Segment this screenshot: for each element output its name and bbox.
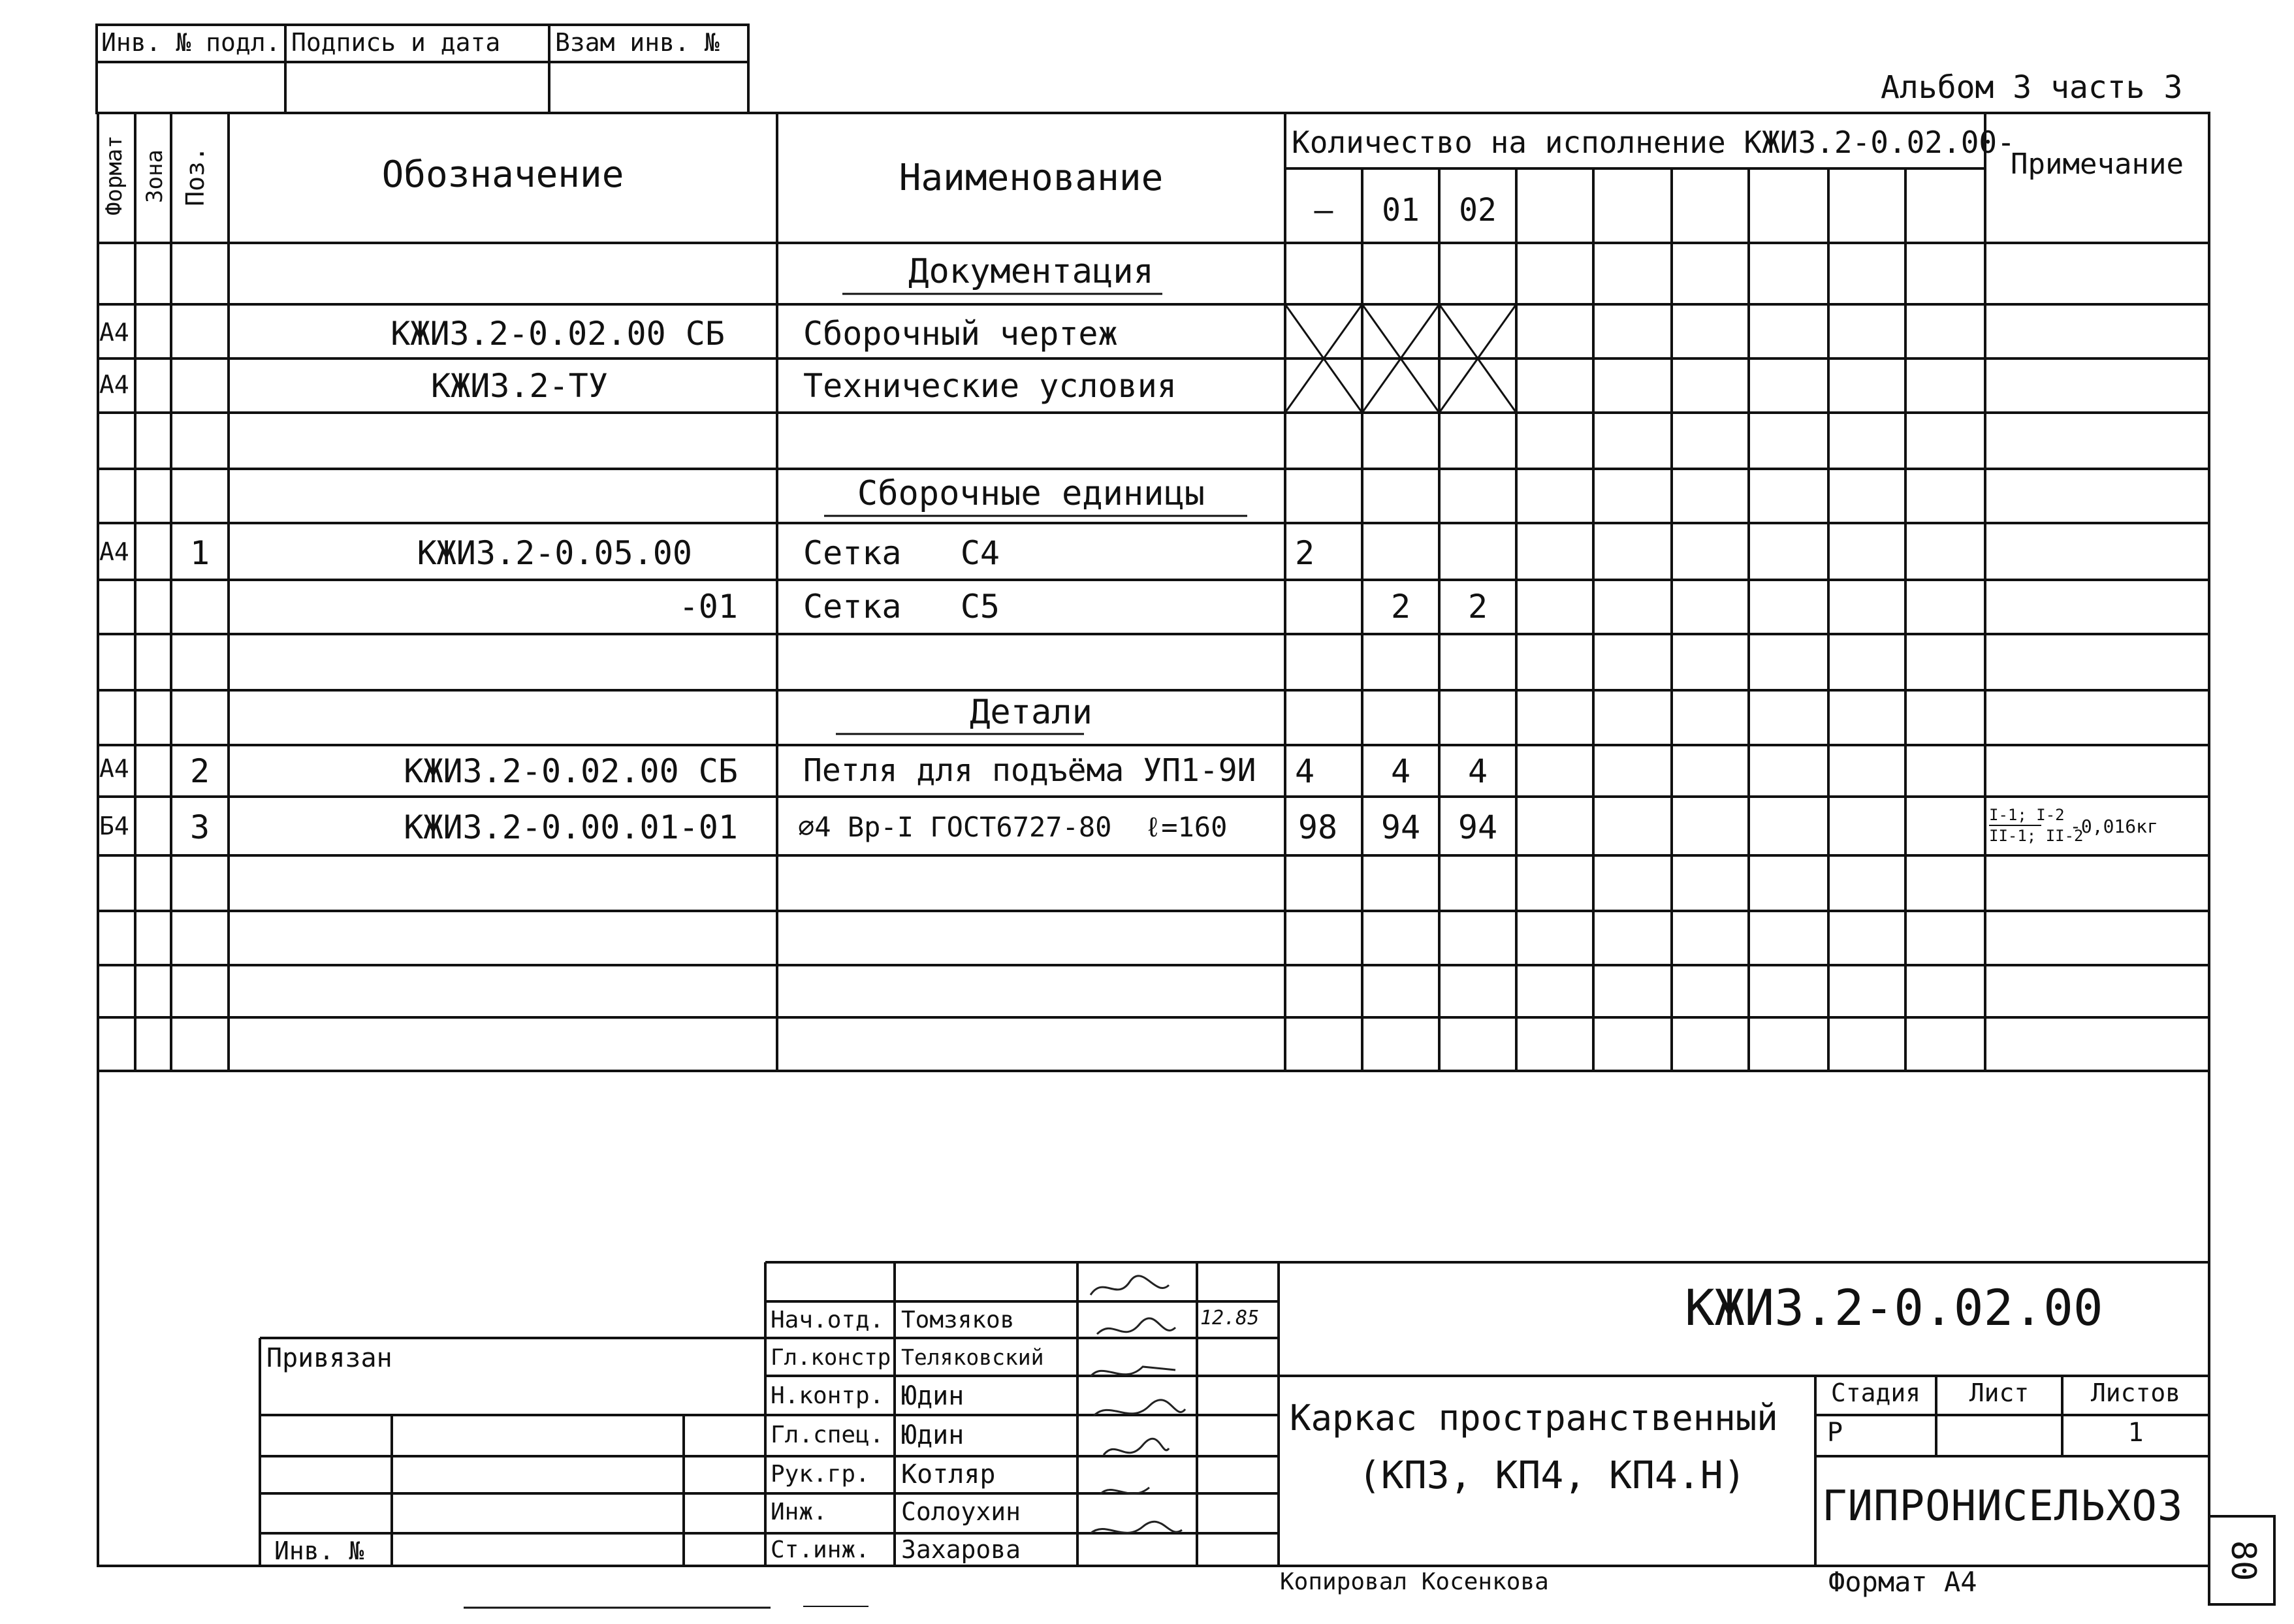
sheet-number: 80	[2223, 1540, 2263, 1582]
role-label: Инж.	[771, 1499, 827, 1525]
cell-q2: 4	[1467, 752, 1488, 790]
signature-1	[1091, 1276, 1169, 1295]
person-name: Котляр	[901, 1459, 996, 1489]
role-label: Гл.спец.	[771, 1422, 884, 1448]
cell-name: ⌀4 Вр-I ГОСТ6727-80 ℓ=160	[798, 811, 1228, 843]
section-assembly-units: Сборочные единицы	[857, 474, 1205, 513]
cell-oboz: КЖИ3.2-0.00.01-01	[404, 808, 738, 846]
signature-3	[1091, 1367, 1175, 1377]
inv-no-label: Инв. №	[274, 1536, 364, 1565]
cell-name: Петля для подъёма УП1-9И	[803, 752, 1256, 789]
cell-q0: 4	[1294, 752, 1315, 790]
header-kolichestvo: Количество на исполнение КЖИ3.2-0.02.00-	[1292, 125, 2015, 160]
copied-by: Копировал Косенкова	[1280, 1568, 1549, 1595]
signature-5	[1104, 1439, 1169, 1455]
person-name: Юдин	[901, 1381, 964, 1411]
role-label: Ст.инж.	[771, 1536, 870, 1563]
stamp-inv-podl: Инв. № подл.	[101, 28, 281, 57]
cell-poz: 3	[189, 808, 210, 846]
cell-note-val: -0,016кг	[2070, 816, 2158, 837]
cell-format: Б4	[99, 812, 129, 840]
title-line-2: (КП3, КП4, КП4.Н)	[1358, 1453, 1746, 1497]
cell-format: А4	[99, 754, 129, 783]
list-label: Лист	[1969, 1378, 2030, 1407]
role-label: Н.контр.	[771, 1382, 884, 1409]
header-zona: Зона	[142, 150, 168, 203]
cell-q0: 98	[1298, 808, 1338, 846]
stamp-podpis-data: Подпись и дата	[291, 28, 501, 57]
signature-6	[1100, 1488, 1149, 1494]
header-primechanie: Примечание	[2011, 148, 2184, 181]
cell-q0: 2	[1294, 534, 1315, 572]
cell-oboz: КЖИ3.2-0.02.00 СБ	[390, 315, 725, 353]
person-name: Солоухин	[901, 1497, 1021, 1526]
person-name: Юдин	[901, 1420, 964, 1450]
cell-name: Сборочный чертеж	[803, 315, 1118, 353]
cell-q1: 94	[1380, 808, 1421, 846]
cell-oboz: -01	[678, 588, 738, 626]
signature-2	[1097, 1318, 1175, 1334]
header-naimenovanie: Наименование	[899, 157, 1164, 199]
person-name: Захарова	[901, 1535, 1021, 1564]
cell-name: Сетка С4	[803, 534, 1000, 572]
header-variant-02: 02	[1459, 192, 1497, 229]
cell-q1: 4	[1390, 752, 1411, 790]
title-line-1: Каркас пространственный	[1290, 1397, 1778, 1439]
cell-oboz: КЖИ3.2-ТУ	[431, 367, 608, 405]
signature-7	[1091, 1521, 1182, 1533]
header-variant-0: —	[1314, 192, 1333, 229]
listov-label: Листов	[2090, 1378, 2181, 1407]
cell-format: А4	[99, 370, 129, 399]
cell-q2: 2	[1467, 588, 1488, 626]
stadia-label: Стадия	[1830, 1378, 1921, 1407]
sign-date: 12.85	[1200, 1307, 1260, 1329]
header-poz: Поз.	[181, 146, 210, 206]
section-details: Детали	[970, 693, 1092, 732]
header-oboznachenie: Обозначение	[381, 153, 624, 196]
doc-code: КЖИ3.2-0.02.00	[1685, 1279, 2103, 1337]
format-note: Формат А4	[1828, 1566, 1977, 1598]
cell-name: Сетка С5	[803, 588, 1000, 626]
stadia-value: Р	[1826, 1418, 1843, 1448]
note-fraction-line	[1989, 825, 2041, 826]
person-name: Томзяков	[901, 1307, 1015, 1333]
cell-q2: 94	[1458, 808, 1498, 846]
privyazan-label: Привязан	[266, 1343, 392, 1373]
role-label: Рук.гр.	[771, 1461, 870, 1488]
stamp-vzam-inv: Взам инв. №	[555, 28, 720, 57]
org-name: ГИПРОНИСЕЛЬХОЗ	[1822, 1482, 2184, 1531]
cell-name: Технические условия	[803, 367, 1177, 405]
header-variant-01: 01	[1382, 192, 1420, 229]
signatures-drawing	[1077, 1262, 1197, 1566]
header-format: Формат	[101, 135, 127, 215]
cell-note-top: I-1; I-2	[1989, 806, 2065, 824]
cell-poz: 1	[189, 534, 210, 572]
role-label: Нач.отд.	[771, 1307, 884, 1333]
role-label: Гл.констр	[771, 1345, 891, 1371]
person-name: Теляковский	[901, 1345, 1044, 1370]
cell-poz: 2	[189, 752, 210, 790]
cell-oboz: КЖИ3.2-0.02.00 СБ	[404, 752, 738, 790]
album-label: Альбом 3 часть 3	[1881, 69, 2183, 106]
signature-4	[1094, 1400, 1185, 1416]
listov-value: 1	[2127, 1418, 2144, 1448]
cell-note-bot: II-1; II-2	[1989, 827, 2084, 845]
cell-q1: 2	[1390, 588, 1411, 626]
cell-oboz: КЖИ3.2-0.05.00	[417, 534, 692, 572]
cell-format: А4	[99, 537, 129, 566]
cell-format: А4	[99, 318, 129, 347]
section-documentation: Документация	[908, 252, 1154, 291]
